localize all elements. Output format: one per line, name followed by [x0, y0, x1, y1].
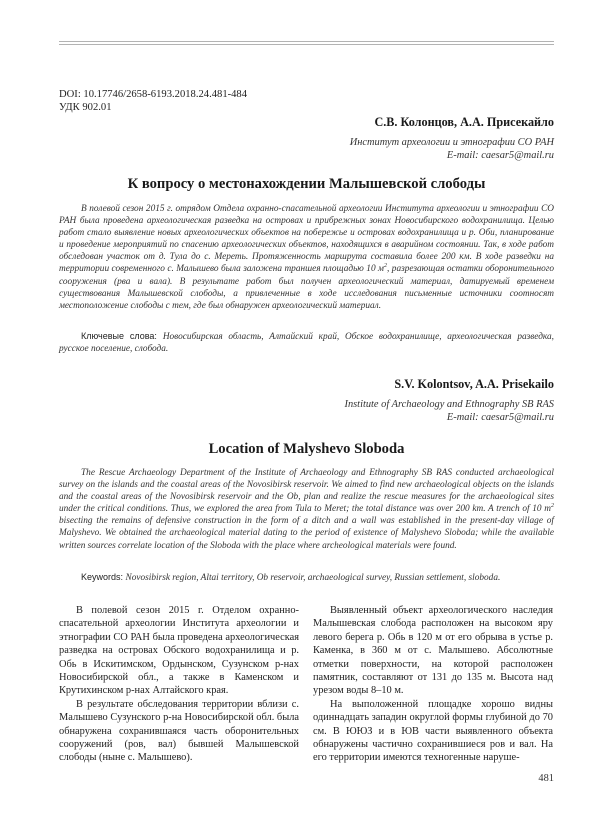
- en-abstract-sup: 2: [550, 503, 554, 510]
- ru-abstract-sup: 2: [384, 263, 388, 270]
- body-paragraph: В результате обследования территории вблизи с. Малышево Сузунского р-на Новосибирской обл. была обнаружена сохранившаяся часть оборонительных сооружений (ров, вал) бывшей Малышевской слободы (ныне с. Малышево).: [59, 698, 299, 764]
- en-affiliation: Institute of Archaeology and Ethnography SB RAS: [344, 399, 554, 410]
- en-authors-block: [344, 377, 554, 424]
- en-abstract-text-1: The Rescue Archaeology Department of the Institute of Archaeology and Ethnography SB RAS conducted archaeological survey on the islands and the coastal areas of the Novosibirsk reservoir. We aimed to find new archaeological objects on the islands and the coastal areas of the Novosibirsk reservoir and the Ob, plan and realize the rescue measures for the archaeological sites under the critical conditions. Thus, we explored the area from Tula to Meret; the total distance was over 200 km. A trench of 10 m: [59, 468, 554, 515]
- ru-email[interactable]: E-mail: caesar5@mail.ru: [446, 150, 554, 161]
- page-number: 481: [538, 773, 554, 784]
- en-abstract-text-2: bisecting the remains of defensive construction in the form of a ditch and a wall was established in the present-day village of Malyshevo. We obtained the archaeological material dating to the period of existence of Malyshevo Sloboda; while the available written sources correlate location of the Sloboda with the place where archeological materials were found.: [59, 516, 554, 551]
- ru-abstract: [59, 203, 554, 312]
- ru-authors: С.В. Колонцов, А.А. Присекайло: [374, 115, 554, 129]
- body-column-right: [313, 604, 553, 765]
- en-authors: S.V. Kolontsov, A.A. Prisekailo: [394, 377, 554, 391]
- ru-keywords-list: Новосибирская область, Алтайский край, Обское водохранилище, археологическая разведка, русское поселение, слобода.: [59, 332, 554, 355]
- body-paragraph: Выявленный объект археологического наследия Малышевская слобода расположен на высоком яру левого берега р. Обь в 120 м от его обрыва в устье р. Каменка, в 360 м от с. Малышево. Абсолютные отметки поверхности, на которой расположен памятник, составляют от 131 до 135 м. Высота над урезом воды 8–10 м.: [313, 605, 553, 697]
- body-paragraph: На выположенной площадке хорошо видны одиннадцать западин округлой формы глубиной до 70 см. В ЮЮЗ и в ЮВ части выявленного объекта обнаружены частично сохранившиеся ров и вал. На его территории имеются техногенные наруше-: [313, 698, 553, 764]
- en-email[interactable]: E-mail: caesar5@mail.ru: [446, 412, 554, 423]
- en-keywords: [59, 571, 554, 584]
- body-paragraph: В полевой сезон 2015 г. Отделом охранно-спасательной археологии Института археологии и этнографии СО РАН была проведена археологическая разведка на островах Обского водохранилища и р. Обь в Искитимском, Ордынском, Сузунском р-нах Новосибирской обл., а также в Каменском и Крутихинском р-нах Алтайского края.: [59, 605, 299, 697]
- en-abstract: [59, 467, 554, 552]
- en-title: Location of Malyshevo Sloboda: [208, 441, 405, 457]
- ru-abstract-text-1: В полевой сезон 2015 г. отрядом Отдела охранно-спасательной археологии Института археологии и этнографии СО РАН была проведена археологическая разведка на островах и прибрежных зонах Новосибирского водохранилища. Целью работ стало выявление новых археологических объектов на побережье и островах водохранилища и р. Оби, планирование и проведение мероприятий по спасению археологических объектов, находящихся в аварийном состоянии. Так, в ходе работ обследован участок от д. Тула до с. Мереть. Протяженность маршрута составила более 200 км. В ходе разведки на территории современного с. Малышево была заложена траншея площадью 10 м: [59, 204, 554, 275]
- ru-title: К вопросу о местонахождении Малышевской слободы: [127, 176, 486, 192]
- doi-line[interactable]: DOI: 10.17746/2658-6193.2018.24.481-484: [59, 89, 248, 100]
- en-keywords-label: Keywords:: [81, 572, 126, 582]
- ru-abstract-text-2: , разрезающая остатки оборонительного сооружения (рва и вала). В результате работ был получен археологический материал, датируемый временем существования Малышевской слободы, а привлеченные в ходе исследования письменные источники соотносят местоположение слободы с тем, где был обнаружен археологический материал.: [59, 264, 554, 311]
- header-double-rule: [59, 41, 554, 45]
- ru-authors-block: [350, 115, 554, 162]
- ru-keywords: [59, 330, 554, 355]
- article-metadata: [59, 88, 247, 114]
- ru-keywords-label: Ключевые слова:: [81, 331, 163, 341]
- en-keywords-list: Novosibirsk region, Altai territory, Ob reservoir, archaeological survey, Russian settlement, sloboda.: [125, 573, 501, 583]
- udc-line: УДК 902.01: [59, 102, 112, 113]
- body-column-left: [59, 604, 299, 765]
- ru-affiliation: Институт археологии и этнографии СО РАН: [349, 137, 554, 148]
